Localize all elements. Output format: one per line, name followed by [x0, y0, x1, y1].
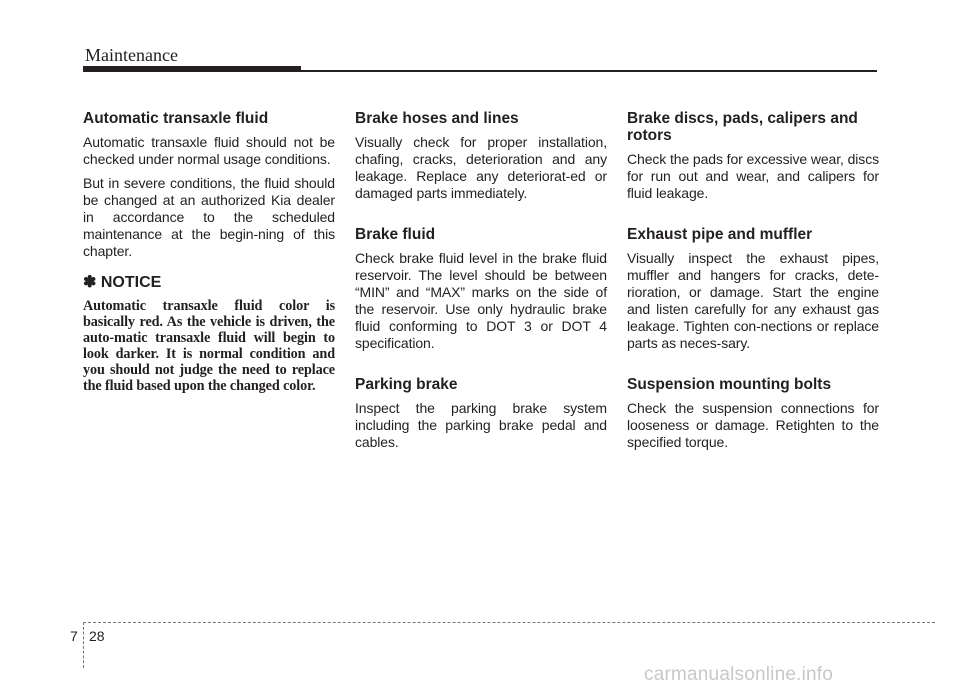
- footer-divider: [83, 622, 84, 668]
- footer-rule: [83, 622, 935, 623]
- column-middle: [355, 110, 607, 458]
- paragraph-suspension: Check the suspension connections for looseness or damage. Retighten to the specified torque.: [627, 400, 879, 450]
- paragraph-exhaust: Visually inspect the exhaust pipes, muffler and hangers for cracks, dete-rioration, or damage. Start the engine and listen carefully for any exhaust gas leakage. Tighten con-nections or replace parts as neces-sary.: [627, 250, 879, 351]
- heading-suspension: Suspension mounting bolts: [627, 376, 832, 393]
- heading-parking-brake: Parking brake: [355, 376, 458, 393]
- chapter-number: 7: [70, 628, 78, 644]
- heading-brake-discs: Brake discs, pads, calipers and rotors: [627, 110, 858, 144]
- column-left: [83, 110, 335, 394]
- section-title: Maintenance: [85, 45, 178, 65]
- heading-brake-fluid: Brake fluid: [355, 226, 436, 243]
- paragraph-brake-fluid: Check brake fluid level in the brake fluid reservoir. The level should be between “MIN” and “MAX” marks on the side of the reservoir. Use only hydraulic brake fluid conforming to DOT 3 or DOT 4 specification.: [355, 250, 607, 351]
- heading-exhaust: Exhaust pipe and muffler: [627, 226, 813, 243]
- paragraph-transaxle-2: But in severe conditions, the fluid should be changed at an authorized Kia dealer in accordance to the scheduled maintenance at the begin-ning of this chapter.: [83, 175, 335, 259]
- heading-transaxle-fluid: Automatic transaxle fluid: [83, 110, 269, 127]
- column-right: [627, 110, 879, 458]
- paragraph-parking-brake: Inspect the parking brake system including the parking brake pedal and cables.: [355, 400, 607, 450]
- paragraph-brake-discs: Check the pads for excessive wear, discs for run out and wear, and calipers for fluid leakage.: [627, 151, 880, 201]
- notice-body: Automatic transaxle fluid color is basically red. As the vehicle is driven, the auto-matic transaxle fluid will begin to look darker. It is normal condition and you should not judge the need to replace the fluid based upon the changed color.: [83, 298, 335, 394]
- heading-brake-hoses: Brake hoses and lines: [355, 110, 519, 127]
- watermark: carmanualsonline.info: [644, 664, 834, 685]
- notice-title: ✽ NOTICE: [83, 274, 162, 291]
- header-rule-thin: [301, 70, 877, 72]
- paragraph-transaxle-1: Automatic transaxle fluid should not be checked under normal usage conditions.: [83, 134, 335, 167]
- header-rule-thick: [83, 66, 301, 72]
- page-number: 28: [89, 628, 105, 644]
- paragraph-brake-hoses: Visually check for proper installation, chafing, cracks, deterioration and any leakage. Replace any deteriorat-ed or damaged parts immediately.: [355, 134, 607, 201]
